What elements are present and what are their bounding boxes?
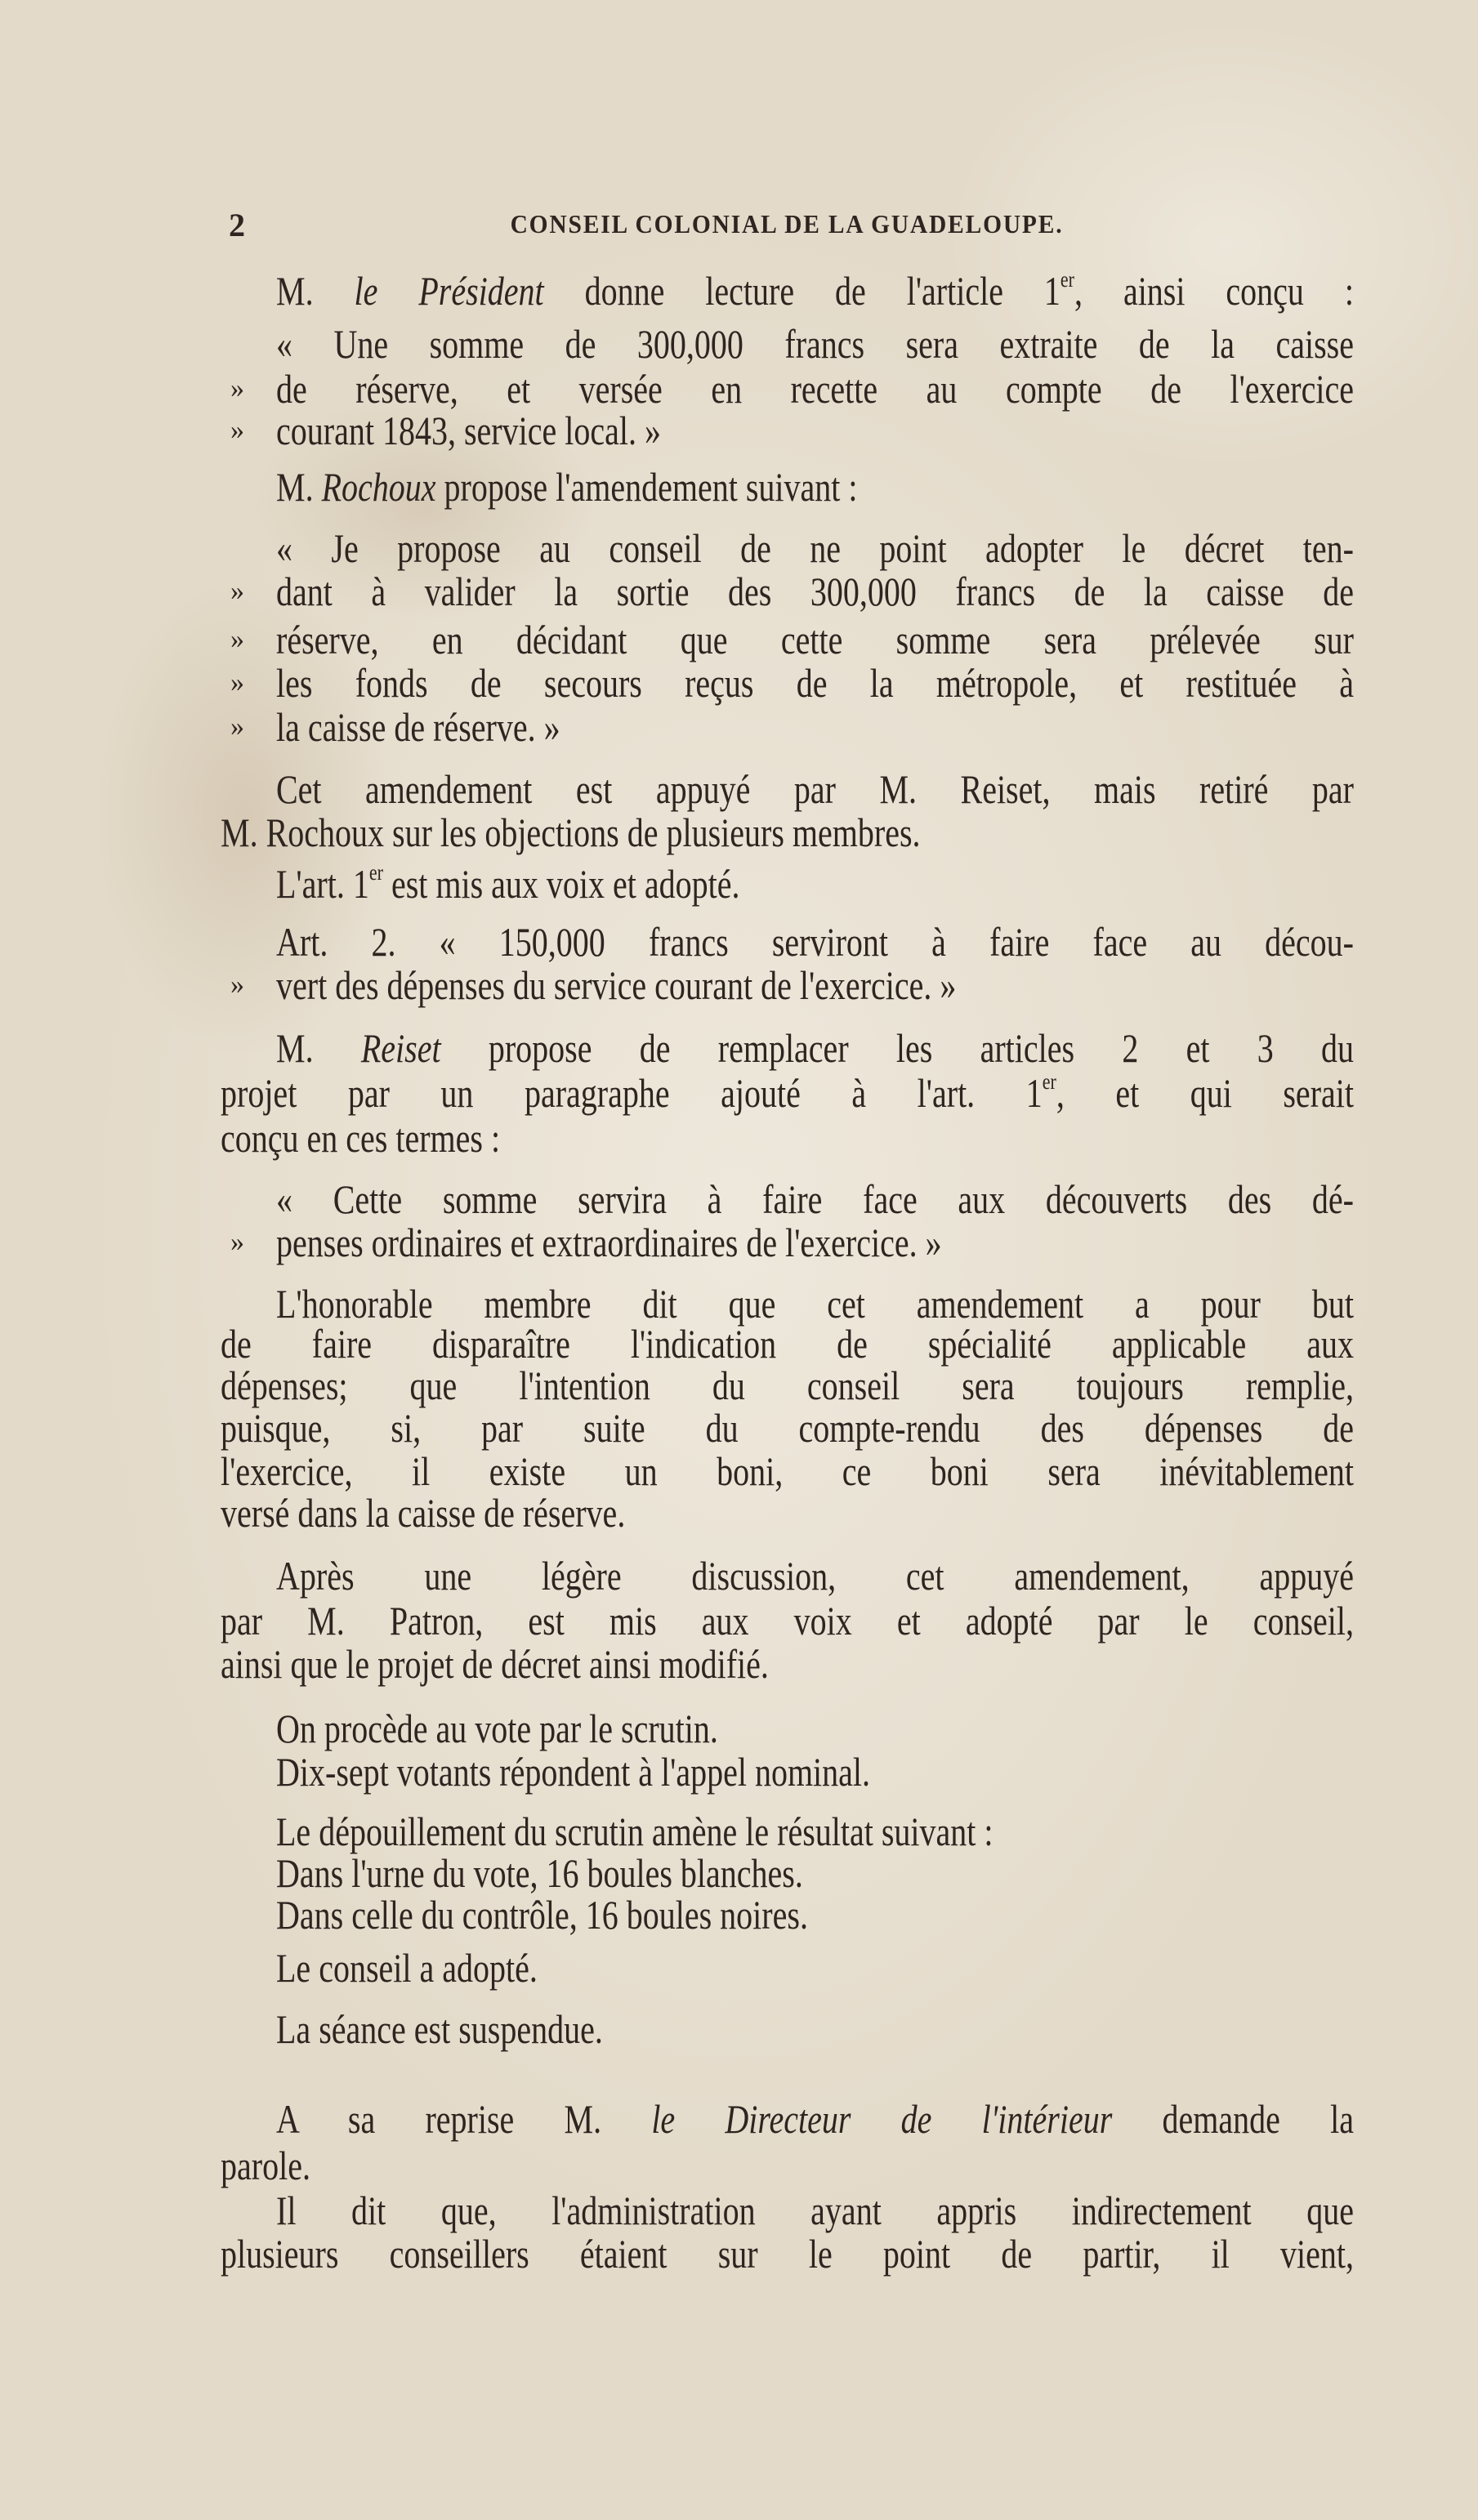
text-run: A sa reprise M. (276, 2096, 652, 2142)
text-line (221, 2231, 1354, 2277)
text-line (276, 2006, 1354, 2052)
text-run: L'art. 1 (276, 861, 369, 907)
text-line (221, 1598, 1354, 1644)
text-line (276, 268, 1354, 314)
italic-name: Reiset (360, 1025, 441, 1071)
text-line (276, 1809, 1354, 1854)
text-line (276, 1892, 1354, 1938)
text-run: donne lecture de l'article 1 (543, 268, 1060, 314)
quote-continuation-mark: » (230, 373, 244, 404)
text-run: de réserve, et versée en recette au compte de l'exercice (276, 366, 1354, 412)
text-run: Le conseil a adopté. (276, 1945, 538, 1991)
text-line (276, 766, 1354, 812)
text-run: propose l'amendement suivant : (435, 464, 858, 510)
text-run: « Une somme de 300,000 francs sera extraite de la caisse (276, 321, 1354, 367)
text-run: « Cette somme servira à faire face aux découverts des dé- (276, 1176, 1354, 1222)
text-run: de faire disparaître l'indication de spécialité applicable aux (221, 1321, 1354, 1367)
text-line (276, 525, 1354, 571)
text-run: Dix-sept votants répondent à l'appel nominal. (276, 1749, 871, 1795)
text-line (276, 1945, 1354, 1991)
text-run: Après une légère discussion, cet amendement, appuyé (276, 1553, 1354, 1599)
quote-continuation-mark: » (230, 624, 244, 654)
text-run: parole. (221, 2143, 310, 2188)
text-run: , et qui serait (1056, 1070, 1354, 1116)
text-run: propose de remplacer les articles 2 et 3 du (440, 1025, 1355, 1071)
italic-name: Rochoux (321, 464, 436, 510)
text-run: Il dit que, l'administration ayant appris indirectement que (276, 2188, 1354, 2233)
text-run: est mis aux voix et adopté. (382, 861, 740, 907)
text-run: vert des dépenses du service courant de l'exercice. » (276, 962, 957, 1008)
quote-continuation-mark: » (230, 1227, 244, 1257)
text-run: projet par un paragraphe ajouté à l'art. 1 (221, 1070, 1043, 1116)
text-run: L'honorable membre dit que cet amendement a pour but (276, 1281, 1354, 1327)
text-line (276, 1850, 1354, 1896)
text-run: réserve, en décidant que cette somme sera prélevée sur (276, 617, 1354, 662)
text-line (276, 321, 1354, 367)
text-line (276, 2096, 1354, 2142)
superscript: er (368, 859, 383, 885)
quote-continuation-mark: » (230, 576, 244, 606)
text-run: plusieurs conseillers étaient sur le point de partir, il vient, (221, 2231, 1354, 2277)
text-run: l'exercice, il existe un boni, ce boni sera inévitablement (221, 1448, 1354, 1494)
text-line (276, 1706, 1354, 1751)
text-run: dépenses; que l'intention du conseil sera toujours remplie, (221, 1363, 1354, 1408)
text-run: conçu en ces termes : (221, 1115, 501, 1161)
text-line (276, 1553, 1354, 1599)
text-line (276, 464, 1354, 510)
text-line (276, 1025, 1354, 1071)
text-run: « Je propose au conseil de ne point adopter le décret ten- (276, 525, 1354, 571)
text-line (276, 962, 1354, 1008)
text-run: les fonds de secours reçus de la métropole, et restituée à (276, 660, 1354, 706)
text-line (276, 704, 1354, 750)
text-line (276, 1176, 1354, 1222)
text-run: Dans celle du contrôle, 16 boules noires. (276, 1892, 808, 1938)
text-line (221, 1363, 1354, 1408)
text-line (276, 660, 1354, 706)
text-run: La séance est suspendue. (276, 2006, 603, 2052)
superscript: er (1042, 1068, 1056, 1094)
text-line (276, 2188, 1354, 2233)
text-line (221, 1070, 1354, 1116)
text-line (221, 1641, 1354, 1687)
text-line (221, 1448, 1354, 1494)
text-run: penses ordinaires et extraordinaires de l'exercice. » (276, 1220, 942, 1265)
running-header (219, 206, 1355, 247)
quote-continuation-mark: » (230, 970, 244, 1000)
text-run: M. (276, 268, 355, 314)
text-line (276, 408, 1354, 453)
italic-name: le Président (354, 268, 544, 314)
text-line (276, 366, 1354, 412)
text-run: puisque, si, par suite du compte-rendu des dépenses de (221, 1405, 1354, 1451)
text-run: ainsi que le projet de décret ainsi modifié. (221, 1641, 769, 1687)
quote-continuation-mark: » (230, 667, 244, 698)
text-line (276, 617, 1354, 662)
text-run: M. (276, 1025, 361, 1071)
text-line (276, 1749, 1354, 1795)
text-run: On procède au vote par le scrutin. (276, 1706, 718, 1751)
text-run: par M. Patron, est mis aux voix et adopté par le conseil, (221, 1598, 1354, 1644)
page-number: 2 (229, 207, 245, 243)
text-line (221, 1490, 1354, 1536)
text-run: Art. 2. « 150,000 francs serviront à faire face au décou- (276, 919, 1354, 965)
text-run: demande la (1112, 2096, 1354, 2142)
text-run: la caisse de réserve. » (276, 704, 560, 750)
text-line (221, 810, 1354, 855)
text-run: dant à valider la sortie des 300,000 francs de la caisse de (276, 569, 1354, 614)
text-run: Le dépouillement du scrutin amène le résultat suivant : (276, 1809, 994, 1854)
text-line (276, 861, 1354, 907)
text-line (276, 1281, 1354, 1327)
text-run: versé dans la caisse de réserve. (221, 1490, 626, 1536)
text-run: M. Rochoux sur les objections de plusieurs membres. (221, 810, 921, 855)
text-run: Dans l'urne du vote, 16 boules blanches. (276, 1850, 803, 1896)
text-line (276, 1220, 1354, 1265)
text-line (221, 1321, 1354, 1367)
text-line (221, 2143, 1354, 2188)
text-run: courant 1843, service local. » (276, 408, 661, 453)
text-run: Cet amendement est appuyé par M. Reiset, mais retiré par (276, 766, 1354, 812)
quote-continuation-mark: » (230, 415, 244, 445)
running-title: CONSEIL COLONIAL DE LA GUADELOUPE. (510, 209, 1064, 239)
text-line (276, 569, 1354, 614)
superscript: er (1060, 266, 1074, 292)
quote-continuation-mark: » (230, 711, 244, 742)
text-run: , ainsi conçu : (1074, 268, 1354, 314)
text-line (221, 1115, 1354, 1161)
text-run: M. (276, 464, 322, 510)
text-line (221, 1405, 1354, 1451)
text-line (276, 919, 1354, 965)
italic-name: le Directeur de l'intérieur (651, 2096, 1113, 2142)
